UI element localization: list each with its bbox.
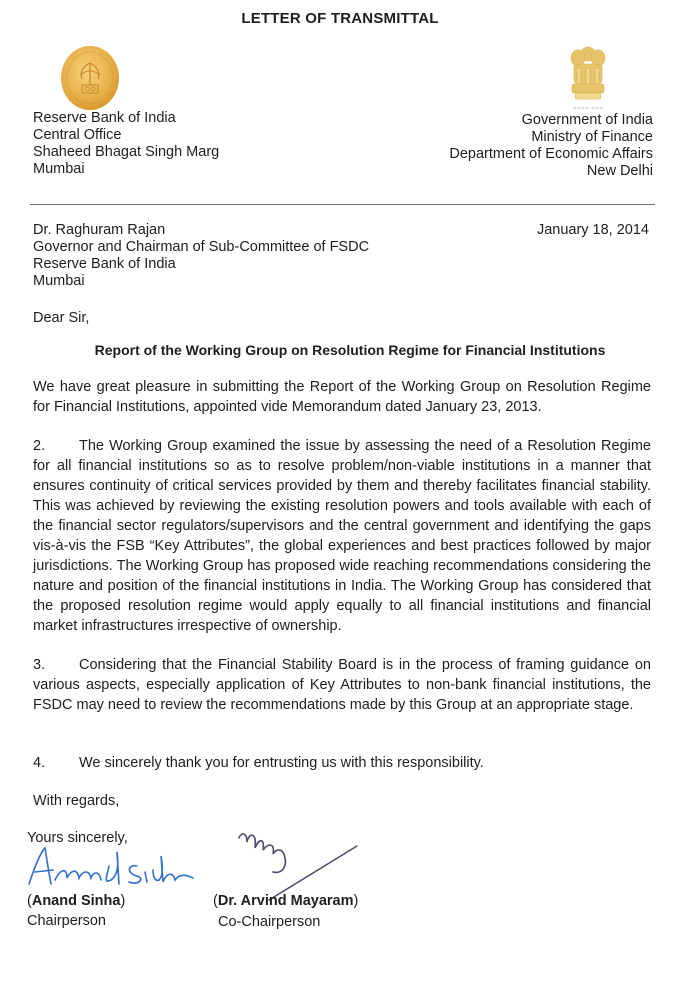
recipient-line: Reserve Bank of India xyxy=(33,256,176,272)
svg-text:~~~~ ~~~: ~~~~ ~~~ xyxy=(572,106,604,112)
address-line: Reserve Bank of India xyxy=(33,110,176,126)
address-line: New Delhi xyxy=(586,163,653,179)
address-line: Mumbai xyxy=(33,161,85,177)
handwritten-signature-icon xyxy=(233,828,363,903)
signatory-2-role: Co-Chairperson xyxy=(218,914,321,930)
header-divider xyxy=(30,204,655,205)
salutation: Dear Sir, xyxy=(33,310,90,326)
paragraph-text: Considering that the Financial Stability Board is in the process of framing guidance on various aspects, especially application of Key Attributes to non-bank financial institutions, the FSDC may need to review the recommendations made by this Group at an appropriate stage. xyxy=(33,657,651,713)
recipient-address xyxy=(33,222,369,290)
paragraph-text: We sincerely thank you for entrusting us with this responsibility. xyxy=(79,755,484,771)
letter-date: January 18, 2014 xyxy=(536,222,649,238)
paragraph-4 xyxy=(33,753,651,773)
paragraph-number: 4. xyxy=(33,755,46,771)
signatory-name-text: Dr. Arvind Mayaram xyxy=(217,893,354,909)
address-line: Central Office xyxy=(33,127,122,143)
address-line: Shaheed Bhagat Singh Marg xyxy=(33,144,220,160)
rbi-seal-icon xyxy=(60,45,120,111)
paragraph-text: The Working Group examined the issue by assessing the need of a Resolution Regime for all financial institutions so as to resolve problem/non-viable institutions in a manner that ensures continuity of critical services provided by them and thereby facilitates financial stability. This was achieved by reviewing the existing resolution powers and tools available with each of the financial sector regulators/supervisors and the central government and identifying the gaps vis-à-vis the FSB “Key Attributes”, the global experiences and best practices followed by major jurisdictions. The Working Group has proposed wide reaching recommendations considering the nature and position of the financial institutions in India. The Working Group has considered that the proposed resolution regime would apply equally to all financial institutions and financial market infrastructures irrespective of ownership. xyxy=(33,438,651,634)
recipient-line: Governor and Chairman of Sub-Committee of FSDC xyxy=(33,239,370,255)
signatory-2-name: (Dr. Arvind Mayaram) xyxy=(213,893,359,909)
paragraph-3 xyxy=(33,655,651,715)
closing: With regards, xyxy=(33,793,120,809)
address-line: Ministry of Finance xyxy=(531,129,653,145)
paragraph-2 xyxy=(33,436,651,636)
sign-off: Yours sincerely, xyxy=(27,830,128,846)
address-line: Government of India xyxy=(521,112,653,128)
signatory-name-text: Anand Sinha xyxy=(31,893,121,909)
handwritten-signature-icon xyxy=(27,846,197,888)
national-emblem-icon xyxy=(565,44,611,114)
sender-address-rbi xyxy=(33,110,219,178)
subject-line: Report of the Working Group on Resolution Regime for Financial Institutions xyxy=(94,342,606,358)
recipient-line: Mumbai xyxy=(33,273,85,289)
paragraph-number: 3. xyxy=(33,657,46,673)
address-line: Department of Economic Affairs xyxy=(449,146,653,162)
paragraph-number: 2. xyxy=(33,438,46,454)
paragraph-text: We have great pleasure in submitting the Report of the Working Group on Resolution Regime for Financial Institutions, appointed vide Memorandum dated January 23, 2013. xyxy=(33,379,651,415)
sender-address-goi xyxy=(449,112,653,180)
signatory-1-role: Chairperson xyxy=(27,913,106,929)
recipient-line: Dr. Raghuram Rajan xyxy=(33,222,166,238)
paragraph-1 xyxy=(33,377,651,417)
signatory-1-name: (Anand Sinha) xyxy=(27,893,126,909)
document-title: LETTER OF TRANSMITTAL xyxy=(241,10,439,27)
